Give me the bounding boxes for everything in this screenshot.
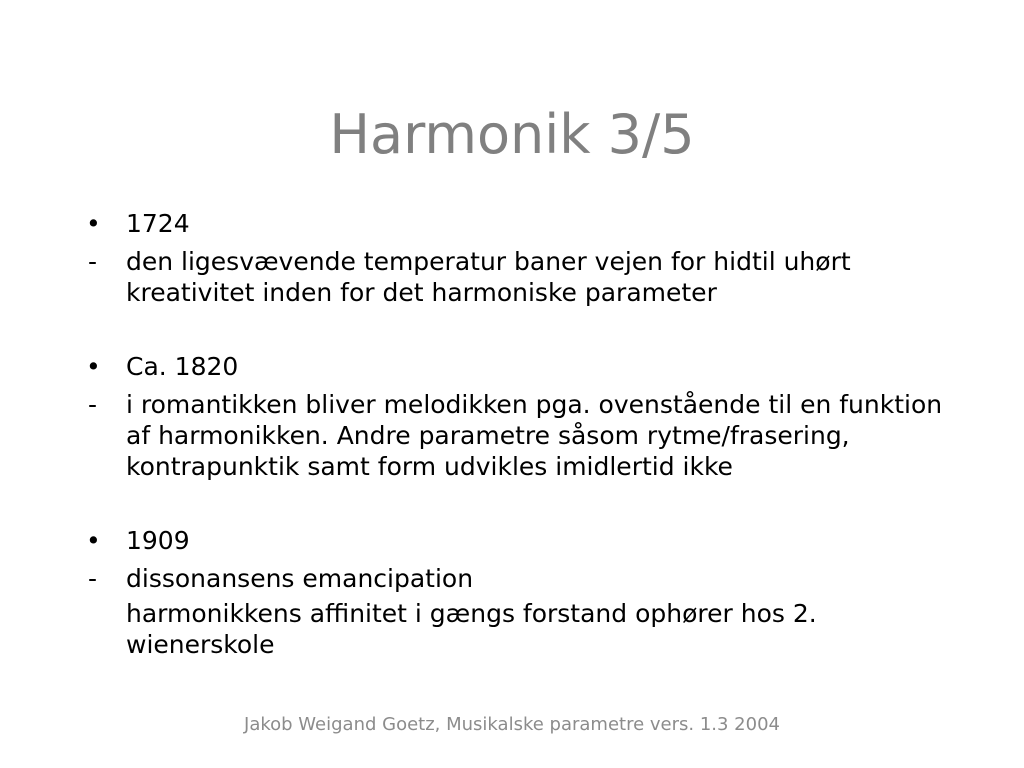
bullet-marker: • [86, 209, 101, 238]
timeline-detail-1909 [84, 563, 964, 594]
timeline-year-1724: 1724 [126, 209, 190, 238]
timeline-detail-1820 [84, 389, 964, 482]
timeline-detail-1724 [84, 246, 964, 308]
dash-marker: - [88, 564, 98, 593]
timeline-detail-text-1724: den ligesvævende temperatur baner vejen for hidtil uhørt kreativitet inden for det harmoniske parameter [126, 247, 851, 307]
timeline-item-1820 [84, 351, 964, 382]
timeline-continuation-1909 [84, 598, 964, 660]
timeline-item-1724 [84, 208, 964, 239]
dash-marker: - [88, 390, 98, 419]
timeline-continuation-text: harmonikkens affinitet i gængs forstand ophører hos 2. wienerskole [126, 599, 817, 659]
dash-marker: - [88, 247, 98, 276]
timeline-detail-text-1909: dissonansens emancipation [126, 564, 474, 593]
timeline-detail-text-1820: i romantikken bliver melodikken pga. ovenstående til en funktion af harmonikken. Andre parametre såsom rytme/frasering, kontrapunktik samt form udvikles imidlertid ikke [126, 390, 943, 481]
slide-content [84, 208, 964, 660]
timeline-item-1909 [84, 525, 964, 556]
slide-footer: Jakob Weigand Goetz, Musikalske parametre vers. 1.3 2004 [244, 714, 780, 735]
bullet-marker: • [86, 352, 101, 381]
timeline-year-1820: Ca. 1820 [126, 352, 239, 381]
slide-title: Harmonik 3/5 [329, 103, 695, 166]
bullet-marker: • [86, 526, 101, 555]
timeline-year-1909: 1909 [126, 526, 190, 555]
